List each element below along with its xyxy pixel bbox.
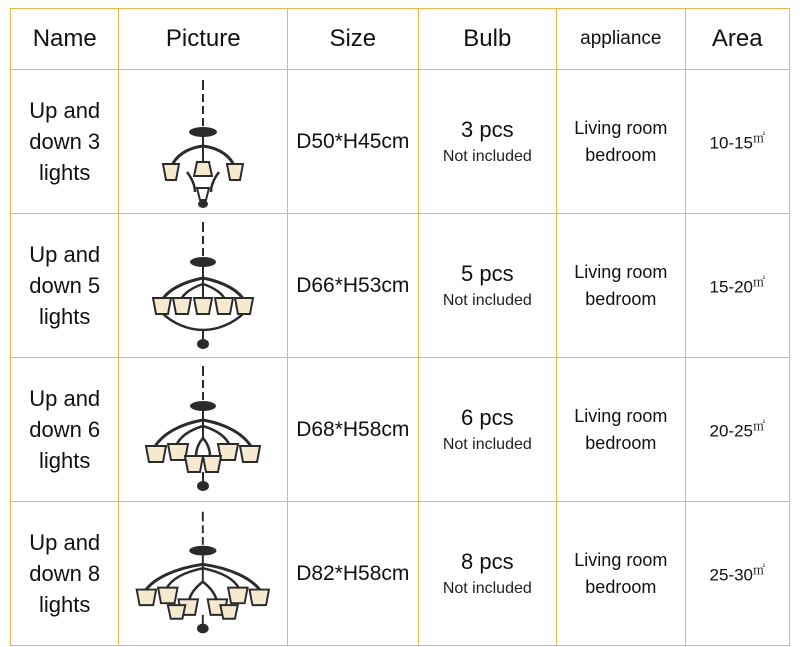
- row-picture: [119, 214, 288, 358]
- area-value: 25-30: [709, 565, 754, 585]
- area-value: 10-15: [709, 133, 754, 153]
- area-unit: ㎡: [753, 275, 766, 290]
- row-area: [685, 70, 789, 214]
- appliance-line-2: bedroom: [585, 288, 657, 309]
- bulb-note: Not included: [442, 579, 532, 597]
- bulb-note: Not included: [442, 291, 532, 309]
- row-appliance: [557, 214, 685, 358]
- bulb-count: 8 pcs: [461, 548, 514, 574]
- row-size: D68*H58cm: [288, 358, 419, 502]
- chandelier-8-lights-icon: [125, 508, 281, 640]
- row-name: Up and down 8 lights: [11, 502, 119, 646]
- row-size: D82*H58cm: [288, 502, 419, 646]
- header-size: Size: [288, 9, 419, 70]
- header-row: [11, 9, 790, 70]
- table-row: [11, 502, 790, 646]
- row-name: Up and down 6 lights: [11, 358, 119, 502]
- row-name: Up and down 5 lights: [11, 214, 119, 358]
- row-size: D66*H53cm: [288, 214, 419, 358]
- area-unit: ㎡: [753, 563, 766, 578]
- header-picture: Picture: [119, 9, 288, 70]
- area-value: 15-20: [709, 277, 754, 297]
- chandelier-3-lights-icon: [143, 76, 263, 208]
- row-name: Up and down 3 lights: [11, 70, 119, 214]
- appliance-line-2: bedroom: [585, 576, 657, 597]
- specification-table: [10, 8, 790, 646]
- row-appliance: [557, 502, 685, 646]
- chandelier-6-lights-icon: [128, 364, 278, 496]
- area-unit: ㎡: [753, 131, 766, 146]
- row-size: D50*H45cm: [288, 70, 419, 214]
- row-appliance: [557, 70, 685, 214]
- table-body: [11, 70, 790, 646]
- appliance-line-1: Living room: [574, 261, 668, 282]
- table-row: [11, 214, 790, 358]
- header-bulb: Bulb: [418, 9, 557, 70]
- chandelier-5-lights-icon: [133, 220, 273, 352]
- header-name: Name: [11, 9, 119, 70]
- row-bulb: [418, 70, 557, 214]
- header-area: Area: [685, 9, 789, 70]
- table-header: [11, 9, 790, 70]
- header-appliance: appliance: [557, 9, 685, 70]
- row-bulb: [418, 214, 557, 358]
- row-picture: [119, 70, 288, 214]
- table-row: [11, 70, 790, 214]
- bulb-note: Not included: [442, 435, 532, 453]
- table-row: [11, 358, 790, 502]
- row-area: [685, 214, 789, 358]
- row-picture: [119, 358, 288, 502]
- appliance-line-1: Living room: [574, 117, 668, 138]
- area-unit: ㎡: [753, 419, 766, 434]
- bulb-count: 6 pcs: [461, 404, 514, 430]
- appliance-line-2: bedroom: [585, 432, 657, 453]
- row-picture: [119, 502, 288, 646]
- bulb-note: Not included: [442, 147, 532, 165]
- appliance-line-2: bedroom: [585, 144, 657, 165]
- bulb-count: 3 pcs: [461, 116, 514, 142]
- row-bulb: [418, 358, 557, 502]
- row-area: [685, 502, 789, 646]
- row-area: [685, 358, 789, 502]
- appliance-line-1: Living room: [574, 405, 668, 426]
- area-value: 20-25: [709, 421, 754, 441]
- row-bulb: [418, 502, 557, 646]
- row-appliance: [557, 358, 685, 502]
- bulb-count: 5 pcs: [461, 260, 514, 286]
- appliance-line-1: Living room: [574, 549, 668, 570]
